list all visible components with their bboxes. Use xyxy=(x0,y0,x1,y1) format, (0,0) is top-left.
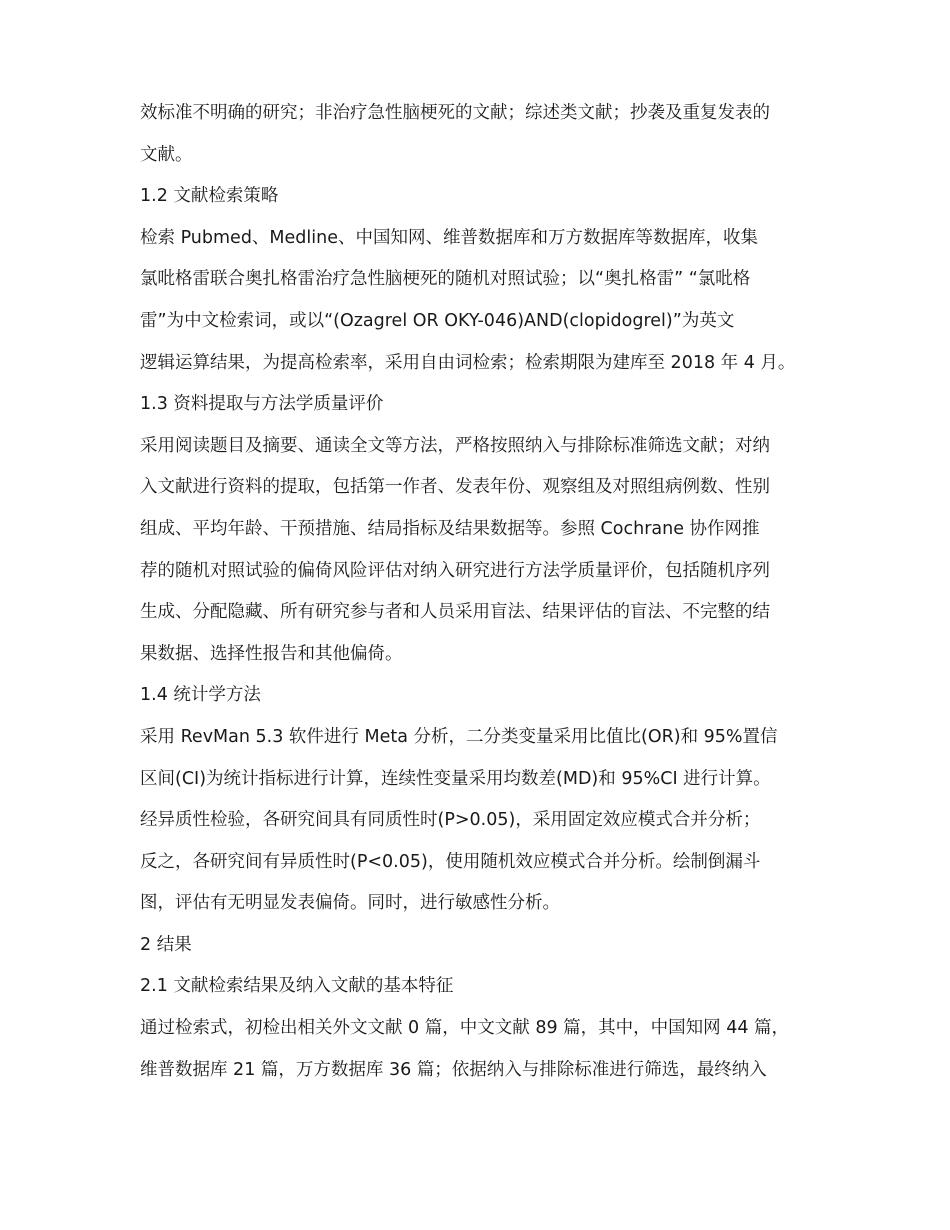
text-line: 果数据、选择性报告和其他偏倚。 xyxy=(140,643,403,664)
text-line: 逻辑运算结果，为提高检索率，采用自由词检索；检索期限为建库至 2018 年 4 月。 xyxy=(140,352,796,373)
text-line: 效标准不明确的研究；非治疗急性脑梗死的文献；综述类文献；抄袭及重复发表的 xyxy=(140,103,770,123)
text-line: 氯吡格雷联合奥扎格雷治疗急性脑梗死的随机对照试验；以“奥扎格雷” “氯吡格 xyxy=(140,269,751,290)
text-line: 文献。 xyxy=(140,144,193,165)
text-line: 经异质性检验，各研究间具有同质性时(P>0.05)，采用固定效应模式合并分析； xyxy=(140,810,761,831)
text-line: 入文献进行资料的提取，包括第一作者、发表年份、观察组及对照组病例数、性别 xyxy=(140,477,770,498)
text-line: 雷”为中文检索词，或以“(Ozagrel OR OKY-046)AND(clopidogrel)”为英文 xyxy=(140,310,735,331)
section-heading: 2.1 文献检索结果及纳入文献的基本特征 xyxy=(140,976,454,997)
text-line: 采用阅读题目及摘要、通读全文等方法，严格按照纳入与排除标准筛选文献；对纳 xyxy=(140,435,770,456)
section-heading: 1.2 文献检索策略 xyxy=(140,186,279,207)
text-line: 组成、平均年龄、干预措施、结局指标及结果数据等。参照 Cochrane 协作网推 xyxy=(140,518,760,539)
document-page xyxy=(140,93,840,1091)
text-line: 生成、分配隐藏、所有研究参与者和人员采用盲法、结果评估的盲法、不完整的结 xyxy=(140,602,770,623)
text-line: 区间(CI)为统计指标进行计算，连续性变量采用均数差(MD)和 95%CI 进行计算。 xyxy=(140,768,771,789)
section-heading: 1.3 资料提取与方法学质量评价 xyxy=(140,394,384,415)
text-line: 荐的随机对照试验的偏倚风险评估对纳入研究进行方法学质量评价，包括随机序列 xyxy=(140,560,770,581)
text-line: 采用 RevMan 5.3 软件进行 Meta 分析，二分类变量采用比值比(OR)和 95%置信 xyxy=(140,726,778,747)
text-line: 通过检索式，初检出相关外文文献 0 篇，中文文献 89 篇，其中，中国知网 44 篇， xyxy=(140,1018,790,1039)
section-heading: 2 结果 xyxy=(140,934,192,955)
text-line: 检索 Pubmed、Medline、中国知网、维普数据库和万方数据库等数据库，收集 xyxy=(140,227,758,248)
section-heading: 1.4 统计学方法 xyxy=(140,685,261,706)
text-line: 图，评估有无明显发表偏倚。同时，进行敏感性分析。 xyxy=(140,893,560,914)
text-line: 维普数据库 21 篇，万方数据库 36 篇；依据纳入与排除标准进行筛选，最终纳入 xyxy=(140,1059,767,1080)
text-line: 反之，各研究间有异质性时(P<0.05)，使用随机效应模式合并分析。绘制倒漏斗 xyxy=(140,851,761,872)
